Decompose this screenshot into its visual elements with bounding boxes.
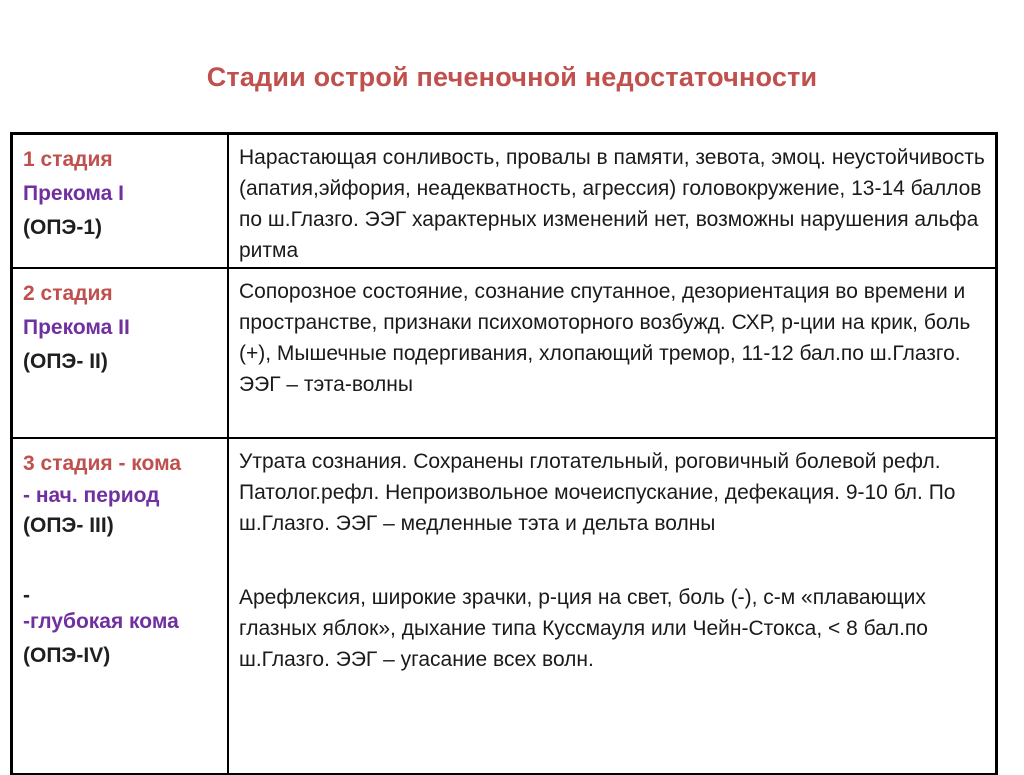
table-row (12, 134, 997, 268)
deep-coma-name: глубокая кома (30, 609, 179, 633)
description-cell (228, 134, 997, 268)
table-row (12, 438, 997, 774)
deep-coma-code: (ОПЭ-IV) (23, 643, 111, 667)
deep-coma-description: Арефлексия, широкие зрачки, р-ция на свет, боль (-), с-м «плавающих глазных яблок», дыхание типа Куссмауля или Чейн-Стокса, < 8 бал.по ш.Глазго. ЭЭГ – угасание всех волн. (239, 585, 928, 671)
stage-cell (12, 268, 229, 438)
stage-label: 1 стадия (23, 148, 113, 171)
stage-description: Сопорозное состояние, сознание спутанное, дезориентация во времени и пространстве, признаки психомоторного возбужд. СХР, р-ции на крик, боль (+), Мышечные подергивания, хлопающий тремор, 11-12 бал.по ш.Глазго. ЭЭГ – тэта-волны (239, 279, 971, 396)
stage-code: (ОПЭ- II) (23, 349, 108, 373)
separator-dash: - (23, 583, 30, 607)
stage-label: 2 стадия (23, 281, 113, 305)
stage-description: Нарастающая сонливость, провалы в памяти, зевота, эмоц. неустойчивость (апатия,эйфория, неадекватность, агрессия) головокружение, 13-14 баллов по ш.Глазго. ЭЭГ характерных изменений нет, возможны нарушения альфа ритма (239, 146, 985, 262)
stage-code: (ОПЭ-1) (23, 216, 103, 239)
stage-name: Прекома I (23, 182, 124, 205)
stage-cell (12, 438, 229, 774)
stages-table (10, 132, 998, 775)
description-cell (228, 438, 997, 774)
deep-coma-label (23, 605, 227, 639)
stage-subperiod: - нач. период (23, 483, 160, 507)
stage-label: 3 стадия - кома (23, 451, 182, 475)
table-row (12, 268, 997, 438)
page-title: Стадии острой печеночной недостаточности (206, 62, 818, 92)
description-cell (228, 268, 997, 438)
deep-coma-prefix: - (23, 609, 30, 633)
initial-period-description: Утрата сознания. Сохранены глотательный, роговичный болевой рефл. Патолог.рефл. Непроизвольное мочеиспускание, дефекация. 9-10 бл. По ш.Глазго. ЭЭГ – медленные тэта и дельта волны (239, 449, 956, 535)
stage-code: (ОПЭ- III) (23, 513, 114, 537)
stage-name: Прекома II (23, 315, 130, 339)
stage-cell (12, 134, 229, 268)
